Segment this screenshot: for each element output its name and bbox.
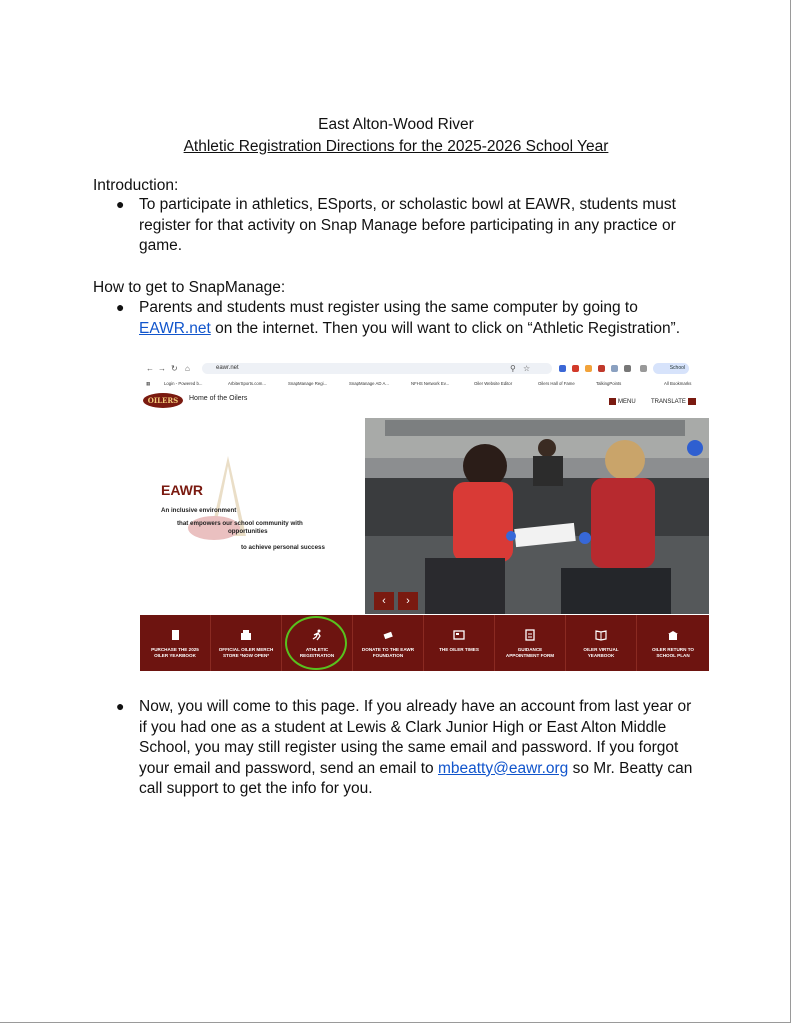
bookmark-item: ArbiterSports.com... bbox=[228, 381, 266, 386]
website-screenshot bbox=[140, 360, 709, 671]
carousel-next-button: › bbox=[398, 592, 418, 610]
hero-tagline-line: to achieve personal success bbox=[241, 544, 325, 551]
document-header bbox=[0, 114, 792, 158]
quick-link-foundation: DONATE TO THE EAWR FOUNDATION bbox=[353, 615, 424, 671]
site-header bbox=[140, 390, 709, 418]
school-icon bbox=[667, 629, 679, 641]
browser-toolbar bbox=[140, 360, 709, 391]
next-text-before: Now, you will come to this page. If you already have an account from last year or if you had one as a student at Lewis & Clark Junior High or East Alton Middle School, you may still register using the same email and password. If you forgot your email and password, send an email to bbox=[139, 698, 692, 777]
intro-heading: Introduction: bbox=[93, 177, 179, 194]
bookmark-star-icon: ☆ bbox=[523, 364, 531, 373]
extension-icon bbox=[572, 365, 579, 372]
quick-link-yearbook: PURCHASE THE 2025 OILER YEARBOOK bbox=[140, 615, 211, 671]
howto-bullet bbox=[139, 298, 699, 339]
sidepanel-icon bbox=[640, 365, 647, 372]
translate-label: TRANSLATE bbox=[651, 399, 686, 406]
profile-chip: School bbox=[653, 363, 689, 374]
bookmark-item: Login - Powered b... bbox=[164, 381, 203, 386]
bookmark-item: Oilers Hall of Fame bbox=[538, 381, 575, 386]
site-tagline: Home of the Oilers bbox=[189, 395, 248, 402]
quick-link-school-plan: OILER RETURN TO SCHOOL PLAN bbox=[637, 615, 709, 671]
howto-heading: How to get to SnapManage: bbox=[93, 279, 286, 296]
menu-label: MENU bbox=[618, 399, 636, 406]
hero-brand: EAWR bbox=[161, 482, 203, 498]
howto-text-before: Parents and students must register using the same computer by going to bbox=[139, 299, 638, 316]
bookmark-item: TalkingPoints bbox=[596, 381, 622, 386]
extension-icon bbox=[598, 365, 605, 372]
quick-link-oiler-times: THE OILER TIMES bbox=[424, 615, 495, 671]
eawr-link[interactable]: EAWR.net bbox=[139, 319, 211, 337]
apps-icon: ▦ bbox=[146, 381, 151, 386]
newspaper-icon bbox=[453, 629, 465, 641]
hero-tagline-line: that empowers our school community with bbox=[177, 520, 303, 527]
extension-icon bbox=[559, 365, 566, 372]
bullet-marker: ● bbox=[116, 698, 125, 714]
email-link[interactable]: mbeatty@eawr.org bbox=[437, 759, 569, 777]
quick-link-athletic-registration: ATHLETIC REGISTRATION bbox=[282, 615, 353, 671]
bookmarks-bar bbox=[140, 378, 709, 389]
school-name: East Alton-Wood River bbox=[318, 116, 474, 133]
howto-text-after: on the internet. Then you will want to click on “Athletic Registration”. bbox=[210, 319, 681, 337]
oilers-logo: OILERS bbox=[143, 393, 183, 408]
bullet-marker: ● bbox=[116, 196, 125, 212]
hero-text-panel bbox=[140, 418, 365, 614]
book-icon bbox=[169, 629, 181, 641]
hero-photo bbox=[365, 418, 709, 614]
bookmark-item: Oiler Website Editor bbox=[474, 381, 513, 386]
extension-icon bbox=[585, 365, 592, 372]
quick-link-virtual-yearbook: OILER VIRTUAL YEARBOOK bbox=[566, 615, 637, 671]
quick-link-merch: OFFICIAL OILER MERCH STORE *NOW OPEN* bbox=[211, 615, 282, 671]
form-icon bbox=[524, 629, 536, 641]
forward-icon: → bbox=[158, 364, 166, 373]
home-icon: ⌂ bbox=[185, 364, 190, 373]
bullet-marker: ● bbox=[116, 299, 125, 315]
hero-tagline-line: An inclusive environment bbox=[161, 507, 237, 514]
donate-icon bbox=[382, 629, 394, 641]
intro-bullet: To participate in athletics, ESports, or scholastic bowl at EAWR, students must register for that activity on Snap Manage before participating in any practice or game. bbox=[139, 196, 676, 254]
carousel-prev-button: ‹ bbox=[374, 592, 394, 610]
reload-icon: ↻ bbox=[171, 364, 178, 373]
next-bullet bbox=[139, 697, 699, 800]
bookmark-item: SnapManage Regi... bbox=[288, 381, 328, 386]
bookmark-item: SnapManage AD A... bbox=[349, 381, 389, 386]
extension-icon bbox=[611, 365, 618, 372]
search-icon: ⚲ bbox=[510, 364, 516, 373]
open-book-icon bbox=[595, 629, 607, 641]
translate-icon bbox=[688, 398, 696, 405]
menu-icon bbox=[609, 398, 616, 405]
oilers-derrick-icon bbox=[140, 418, 365, 614]
hero-tagline-line: opportunities bbox=[228, 528, 268, 535]
address-bar: eawr.net bbox=[202, 363, 552, 374]
document-title: Athletic Registration Directions for the 2025-2026 School Year bbox=[183, 138, 609, 155]
highlight-circle bbox=[285, 616, 347, 670]
translate-button bbox=[651, 398, 696, 405]
bookmark-item: NFHS Network Ev... bbox=[411, 381, 450, 386]
next-text-after: so Mr. Beatty can call support to get the info for you. bbox=[139, 759, 693, 797]
menu-button bbox=[609, 398, 636, 405]
back-icon: ← bbox=[146, 364, 154, 373]
extension-icon bbox=[624, 365, 631, 372]
bookmark-item: All Bookmarks bbox=[664, 381, 692, 386]
quick-link-guidance: GUIDANCE APPOINTMENT FORM bbox=[495, 615, 566, 671]
quick-links-bar bbox=[140, 615, 709, 671]
store-icon bbox=[240, 629, 252, 641]
